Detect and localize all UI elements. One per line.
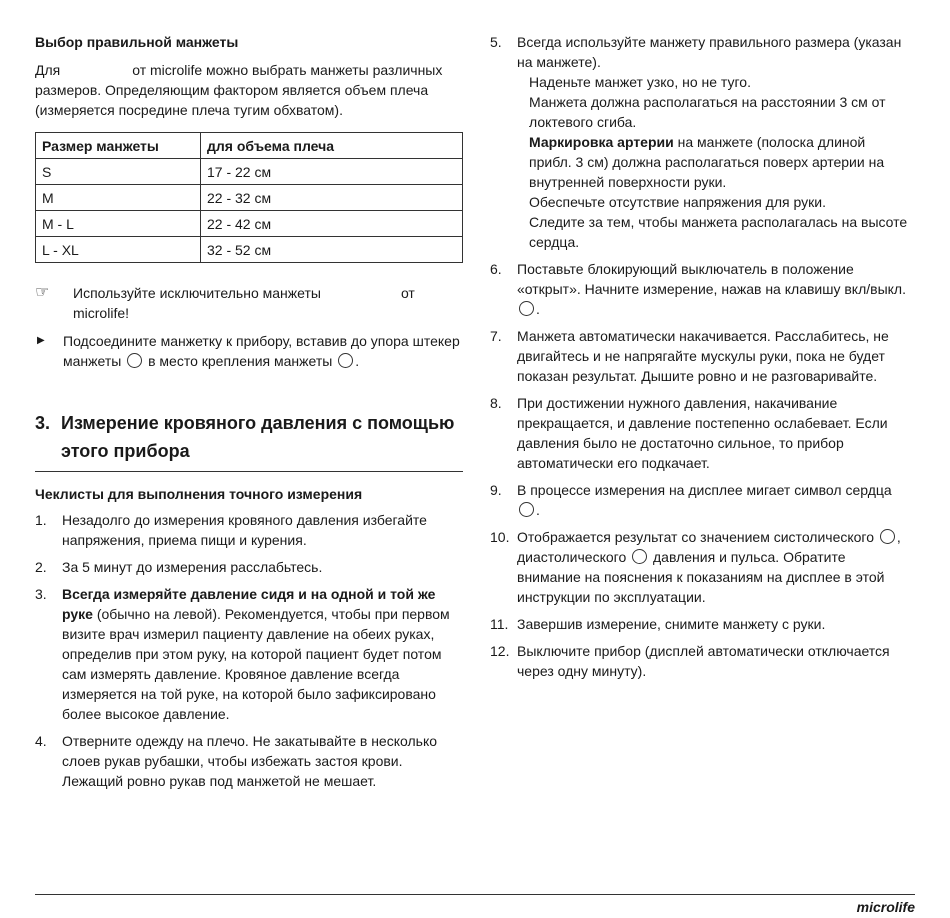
checklist <box>35 510 463 791</box>
cuff-section-title: Выбор правильной манжеты <box>35 34 239 50</box>
cuff-connect-step: ▶ Подсоедините манжетку к прибору, вставив до упора штекер манжеты в место крепления манжеты . <box>37 333 460 369</box>
list-item: 3. Всегда измеряйте давление сидя и на одной и той же руке (обычно на левой). Рекомендуется, чтобы при первом визите врач измерил пациенту давление на обеих руках, определив при этом руку, на которой пациент будет потом сам измерять давление. Кровяное давление всегда измеряется на той руке, на которой было зафиксировано более высокое давление. <box>35 586 450 722</box>
circle-reference-icon <box>880 529 895 544</box>
circle-reference-icon <box>127 353 142 368</box>
brand-logo: microlife <box>856 899 915 915</box>
section-heading-block <box>35 409 463 472</box>
list-item: 5. Всегда используйте манжету правильного размера (указан на манжете). Наденьте манжет узко, но не туго. Манжета должна располагаться на расстоянии 3 см от локтевого сгиба. Маркировка артерии на манжете (полоска длиной прибл. 3 см) должна располагаться поверх артерии на внутренней поверхности руки. Обеспечьте отсутствие напряжения для руки. Следите за тем, чтобы манжета располагалась на высоте сердца. <box>490 34 908 250</box>
circle-reference-icon <box>519 502 534 517</box>
cuff-size-table <box>35 132 463 263</box>
footer-divider <box>35 894 915 895</box>
circle-reference-icon <box>338 353 353 368</box>
table-row <box>36 237 463 263</box>
table-header-cell: для объема плеча <box>201 133 463 159</box>
list-item: 12. Выключите прибор (дисплей автоматически отключается через одну минуту). <box>490 643 890 679</box>
pointing-hand-icon: ☞ <box>35 284 50 301</box>
table-cell: L - XL <box>36 237 201 263</box>
right-column <box>490 32 910 681</box>
cuff-intro: Для от microlife можно выбрать манжеты различных размеров. Определяющим фактором является объем плеча (измеряется посредине плеча тугим обхватом). <box>35 62 443 118</box>
list-item: 10. Отображается результат со значением систолического , диастолического давления и пульса. Обратите внимание на пояснения к показаниям на дисплее в этой инструкции по эксплуатации. <box>490 529 901 605</box>
checklist-title: Чеклисты для выполнения точного измерения <box>35 486 363 502</box>
measurement-steps <box>490 32 910 681</box>
table-row <box>36 159 463 185</box>
left-column <box>35 32 463 791</box>
circle-reference-icon <box>519 301 534 316</box>
table-cell: S <box>36 159 201 185</box>
list-item: 7. Манжета автоматически накачивается. Расслабитесь, не двигайтесь и не напрягайте мускулы руки, пока не будет показан результат. Дышите ровно и не разговаривайте. <box>490 328 889 384</box>
list-item: 4. Отверните одежду на плечо. Не закатывайте в несколько слоев рукав рубашки, чтобы избежать застоя крови. Лежащий ровно рукав под манжетой не мешает. <box>35 733 438 789</box>
table-cell: 22 - 42 см <box>201 211 463 237</box>
circle-reference-icon <box>632 549 647 564</box>
section-heading: 3. Измерение кровяного давления с помощью этого прибора <box>35 413 455 461</box>
list-item: 11. Завершив измерение, снимите манжету с руки. <box>490 616 826 632</box>
table-row <box>36 211 463 237</box>
list-item: 1. Незадолго до измерения кровяного давления избегайте напряжения, приема пищи и курения. <box>35 512 427 548</box>
table-cell: 17 - 22 см <box>201 159 463 185</box>
table-cell: M - L <box>36 211 201 237</box>
table-cell: 32 - 52 см <box>201 237 463 263</box>
table-header-row <box>36 133 463 159</box>
table-header-cell: Размер манжеты <box>36 133 201 159</box>
list-item: 2. За 5 минут до измерения расслабьтесь. <box>35 559 323 575</box>
table-cell: M <box>36 185 201 211</box>
list-item: 6. Поставьте блокирующий выключатель в положение «открыт». Начните измерение, нажав на клавишу вкл/выкл. . <box>490 261 906 317</box>
triangle-bullet-icon: ▶ <box>37 335 45 346</box>
cuff-note: ☞ Используйте исключительно манжеты от microlife! <box>35 284 415 321</box>
table-row <box>36 185 463 211</box>
table-cell: 22 - 32 см <box>201 185 463 211</box>
list-item: 9. В процессе измерения на дисплее мигает символ сердца . <box>490 482 892 518</box>
list-item: 8. При достижении нужного давления, накачивание прекращается, и давление постепенно ослабевает. Если давления было не достаточно сильное, то прибор автоматически его подкачает. <box>490 395 888 471</box>
